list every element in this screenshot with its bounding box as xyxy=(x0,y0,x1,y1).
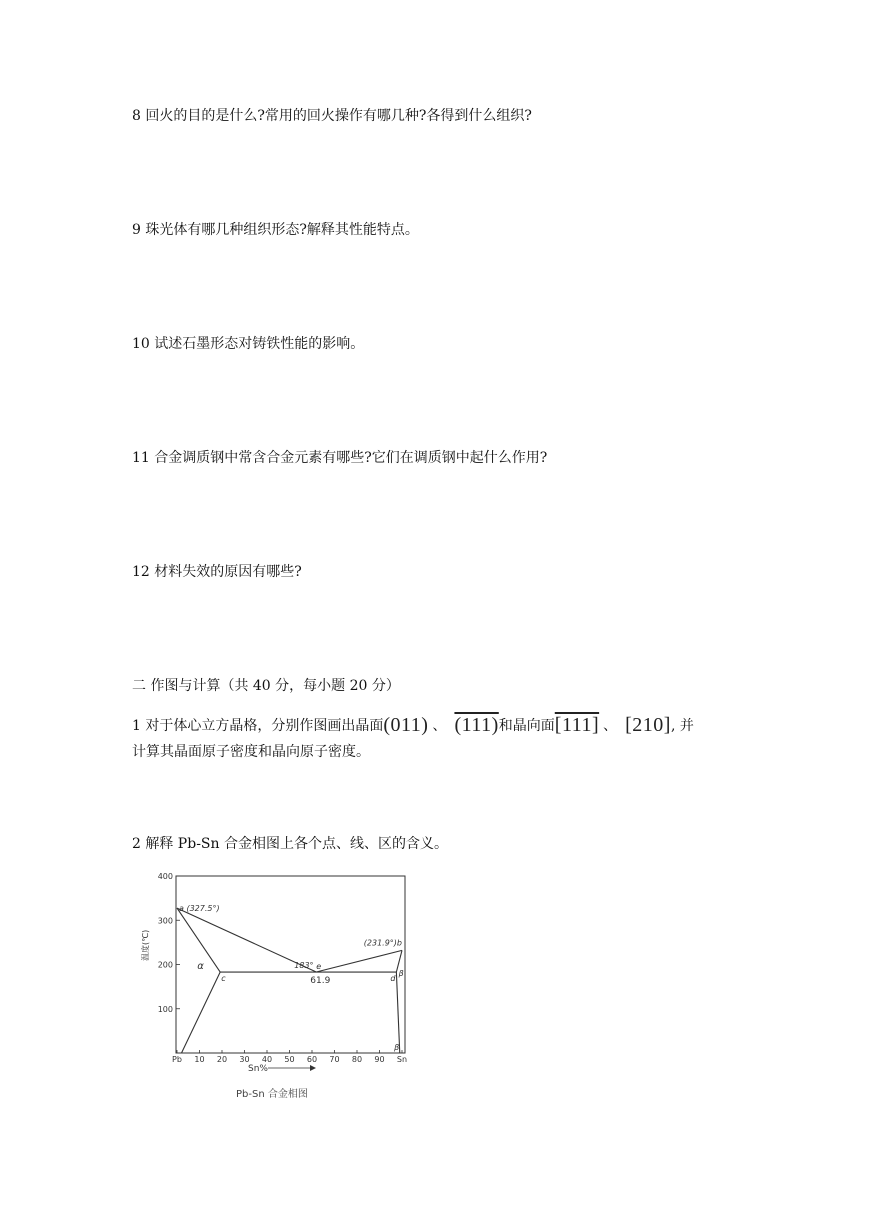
question-11: 11 合金调质钢中常含合金元素有哪些?它们在调质钢中起什么作用? xyxy=(132,450,548,466)
x-tick-label: 70 xyxy=(329,1055,340,1064)
x-tick-label: 20 xyxy=(216,1055,228,1064)
x-tick-label: 60 xyxy=(306,1055,318,1064)
section2-q1-line2: 计算其晶面原子密度和晶向原子密度。 xyxy=(132,744,370,760)
question-12: 12 材料失效的原因有哪些? xyxy=(132,564,302,580)
section2-q2: 2 解释 Pb-Sn 合金相图上各个点、线、区的含义。 xyxy=(132,836,448,852)
label-eutectic-composition: 61.9 xyxy=(310,976,331,987)
phase-line-solvus-right xyxy=(396,972,399,1053)
x-tick-label: 10 xyxy=(194,1055,205,1064)
label-c-point: c xyxy=(221,974,226,984)
label-a-point: a (327.5°) xyxy=(179,904,220,914)
q1-prefix: 1 对于体心立方晶格，分别作图画出晶面 xyxy=(132,718,384,734)
phase-line-solvus-left xyxy=(182,972,221,1053)
label-beta-bottom: β xyxy=(394,1043,400,1052)
direction-111: [111] xyxy=(554,714,600,736)
q1-mid: 和晶向面 xyxy=(498,718,555,734)
question-10: 10 试述石墨形态对铸铁性能的影响。 xyxy=(132,336,365,352)
question-9: 9 珠光体有哪几种组织形态?解释其性能特点。 xyxy=(132,222,419,238)
figure-caption: Pb-Sn 合金相图 xyxy=(236,1089,308,1100)
x-tick-label: Sn xyxy=(396,1055,408,1064)
q1-suffix: , 并 xyxy=(670,718,694,734)
x-tick-label: 40 xyxy=(261,1055,273,1064)
q1-sep2: 、 xyxy=(603,718,618,734)
label-d-point: d xyxy=(390,974,396,984)
diagram-frame xyxy=(176,876,405,1053)
x-tick-label: 50 xyxy=(284,1055,295,1064)
pb-sn-phase-diagram xyxy=(130,866,420,1106)
plane-111: (111) xyxy=(454,714,499,736)
label-alpha-region: α xyxy=(197,960,204,972)
x-tick-label: 80 xyxy=(351,1055,363,1064)
y-tick-label: 400 xyxy=(157,872,173,881)
label-b-point: (231.9°)b xyxy=(363,938,402,948)
section2-heading: 二 作图与计算（共 40 分，每小题 20 分） xyxy=(132,678,400,694)
q1-sep1: 、 xyxy=(432,718,447,734)
y-tick-label: 100 xyxy=(157,1004,173,1014)
phase-line-liquidus-right xyxy=(316,950,402,972)
x-tick-label: 90 xyxy=(374,1055,385,1064)
section2-q1-line1 xyxy=(132,714,694,736)
x-axis-arrowhead xyxy=(310,1065,316,1071)
plane-011: (011) xyxy=(383,714,429,736)
y-tick-label: 200 xyxy=(157,960,173,970)
direction-210: [210] xyxy=(625,714,671,736)
question-8: 8 回火的目的是什么?常用的回火操作有哪几种?各得到什么组织? xyxy=(132,108,532,124)
x-tick-label: Pb xyxy=(172,1055,182,1064)
label-beta-region: β xyxy=(398,969,404,979)
x-axis-title: Sn% xyxy=(248,1064,268,1074)
label-e-point: e xyxy=(316,962,322,972)
x-tick-label: 30 xyxy=(239,1055,250,1064)
label-eutectic-temperature: 183° xyxy=(294,961,314,971)
y-tick-label: 300 xyxy=(157,916,173,926)
y-axis-title: 温度(℃) xyxy=(141,929,150,961)
